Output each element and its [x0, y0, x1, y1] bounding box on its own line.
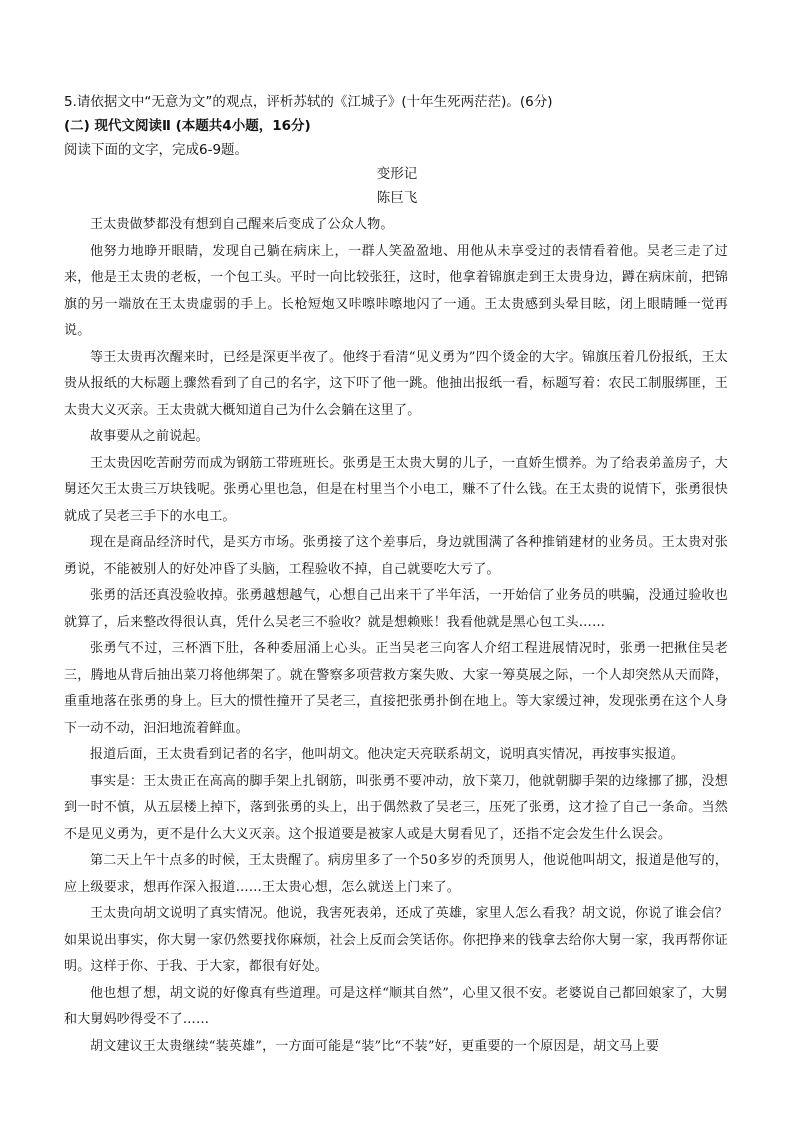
paragraph: 胡文建议王太贵继续“装英雄”，一方面可能是“装”比“不装”好，更重要的一个原因是，胡文马上要	[90, 1038, 660, 1054]
reading-instruction: 阅读下面的文字，完成6-9题。	[64, 142, 249, 158]
paragraph: 他也想了想，胡文说的好像真有些道理。可是这样“顺其自然”，心里又很不安。老婆说自己都回娘家了，大舅和大舅妈吵得受不了……	[64, 985, 728, 1027]
paragraph: 王太贵向胡文说明了真实情况。他说，我害死表弟，还成了英雄，家里人怎么看我？胡文说，你说了谁会信？如果说出事实，你大舅一家仍然要找你麻烦，社会上反而会笑话你。你把挣来的钱拿去给你大舅一家，我再帮你证明。这样于你、于我、于大家，都很有好处。	[64, 906, 728, 974]
paragraph: 第二天上午十点多的时候，王太贵醒了。病房里多了一个50多岁的秃顶男人，他说他叫胡文，报道是他写的，应上级要求，想再作深入报道……王太贵心想，怎么就送上门来了。	[64, 853, 728, 895]
paragraph: 张勇的活还真没验收掉。张勇越想越气，心想自己出来干了半年活，一开始信了业务员的哄骗，没通过验收也就算了，后来整改得很认真，凭什么吴老三不验收？就是想赖账！我看他就是黑心包工头……	[64, 588, 728, 630]
paragraph: 现在是商品经济时代，是买方市场。张勇接了这个差事后，身边就围满了各种推销建材的业务员。王太贵对张勇说，不能被别人的好处冲昏了头脑，工程验收不掉，自己就要吃大亏了。	[64, 535, 728, 577]
paragraph: 报道后面，王太贵看到记者的名字，他叫胡文。他决定天亮联系胡文，说明真实情况，再按事实报道。	[90, 747, 685, 762]
paragraph: 他努力地睁开眼睛，发现自己躺在病床上，一群人笑盈盈地、用他从未享受过的表情看着他。吴老三走了过来，他是王太贵的老板，一个包工头。平时一向比较张狂，这时，他拿着锦旗走到王太贵身边，蹲在病床前，把锦旗的另一端放在王太贵虚弱的手上。长枪短炮又咔嚓咔嚓地闪了一通。王太贵感到头晕目眩，闭上眼睛睡一觉再说。	[64, 243, 728, 338]
section-heading: (二) 现代文阅读Ⅱ (本题共4小题，16分)	[64, 118, 311, 134]
story-body	[64, 212, 728, 1060]
paragraph: 事实是：王太贵正在高高的脚手架上扎钢筋，叫张勇不要冲动，放下菜刀，他就朝脚手架的边缘挪了挪，没想到一时不慎，从五层楼上掉下，落到张勇的头上，出于偶然救了吴老三，压死了张勇，这才捡了自己一条命。当然不是见义勇为，更不是什么大义灭亲。这个报道要是被家人或是大舅看见了，还指不定会发生什么误会。	[64, 773, 728, 842]
paragraph: 故事要从之前说起。	[90, 429, 209, 444]
question-5: 5.请依据文中“无意为文”的观点，评析苏轼的《江城子》(十年生死两茫茫)。(6分)	[64, 94, 553, 110]
paragraph: 等王太贵再次醒来时，已经是深更半夜了。他终于看清“见义勇为”四个烫金的大字。锦旗压着几份报纸，王太贵从报纸的大标题上骤然看到了自己的名字，这下吓了他一跳。他抽出报纸一看，标题写着：农民工制服绑匪，王太贵大义灭亲。王太贵就大概知道自己为什么会躺在这里了。	[64, 349, 728, 418]
paragraph: 张勇气不过，三杯酒下肚，各种委屈涌上心头。正当吴老三向客人介绍工程进展情况时，张勇一把揪住吴老三，腾地从背后抽出菜刀将他绑架了。就在警察多项营救方案失败、大家一筹莫展之际，一个人却突然从天而降，重重地落在张勇的身上。巨大的惯性撞开了吴老三，直接把张勇扑倒在地上。等大家缓过神，发现张勇在这个人身下一动不动，汩汩地流着鲜血。	[64, 641, 728, 736]
story-author: 陈巨飞	[376, 190, 418, 206]
story-title: 变形记	[376, 166, 418, 182]
paragraph: 王太贵做梦都没有想到自己醒来后变成了公众人物。	[90, 217, 394, 232]
paragraph: 王太贵因吃苦耐劳而成为钢筋工带班班长。张勇是王太贵大舅的儿子，一直娇生惯养。为了给表弟盖房子，大舅还欠王太贵三万块钱呢。张勇心里也急，但是在村里当个小电工，赚不了什么钱。在王太贵的说情下，张勇很快就成了吴老三手下的水电工。	[64, 455, 728, 524]
